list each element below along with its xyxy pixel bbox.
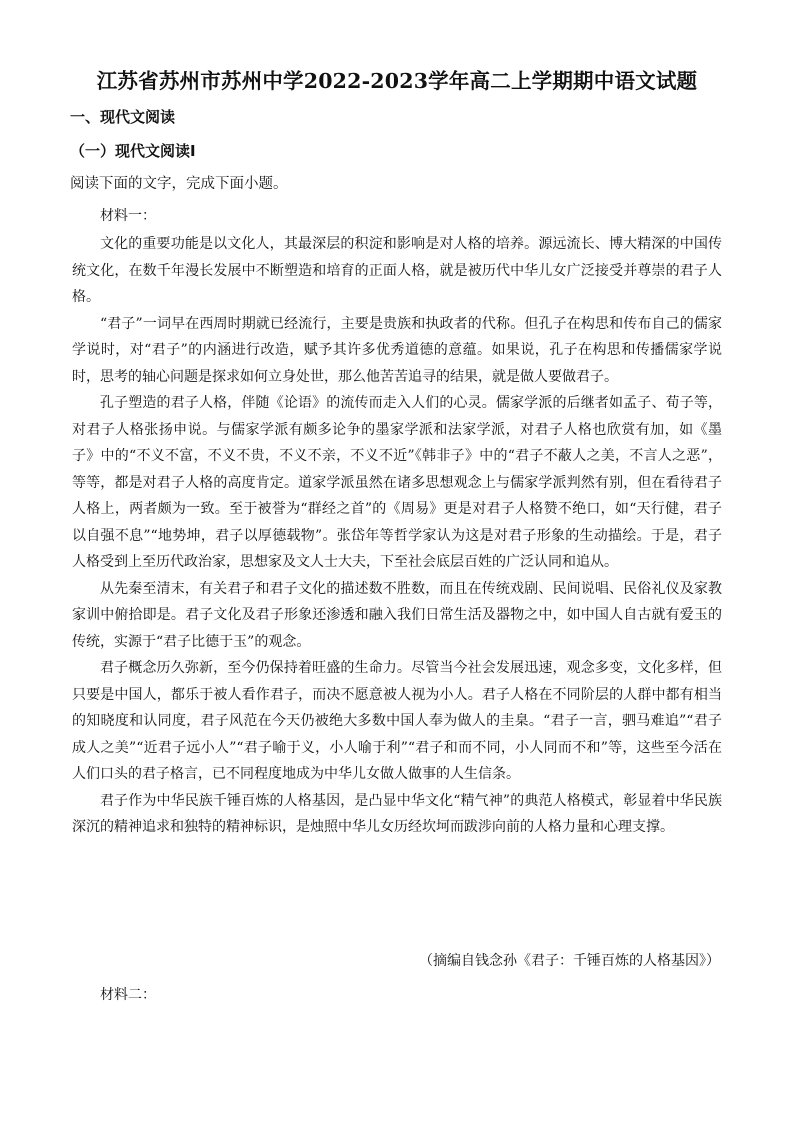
material-one-body: [72, 231, 722, 841]
paragraph-5: 君子概念历久弥新，至今仍保持着旺盛的生命力。尽管当今社会发展迅速，观念多变，文化多样，但只要是中国人，都乐于被人看作君子，而决不愿意被人视为小人。君子人格在不同阶层的人群中都有相当的知晓度和认同度，君子风范在今天仍被绝大多数中国人奉为做人的圭臬。“君子一言，驷马难追”“君子成人之美”“近君子远小人”“君子喻于义，小人喻于利”“君子和而不同，小人同而不和”等，这些至今活在人们口头的君子格言，已不同程度地成为中华儿女做人做事的人生信条。: [72, 660, 722, 782]
subsection-heading: （一）现代文阅读Ⅰ: [70, 142, 196, 160]
material-two-label: 材料二：: [100, 987, 156, 1003]
material-one-label: 材料一：: [100, 208, 156, 224]
paragraph-6: 君子作为中华民族千锤百炼的人格基因，是凸显中华文化“精气神”的典范人格模式，彰显着中华民族深沉的精神追求和独特的精神标识，是烛照中华儿女历经坎坷而跋涉向前的人格力量和心理支撑。: [72, 792, 722, 835]
source-citation: （摘编自钱念孙《君子：千锤百炼的人格基因》）: [419, 953, 720, 969]
document-title: 江苏省苏州市苏州中学2022-2023学年高二上学期期中语文试题: [96, 69, 698, 93]
paragraph-2: “君子”一词早在西周时期就已经流行，主要是贵族和执政者的代称。但孔子在构思和传布自己的儒家学说时，对“君子”的内涵进行改造，赋予其许多优秀道德的意蕴。如果说，孔子在构思和传播儒家学说时，思考的轴心问题是探求如何立身处世，那么他苦苦追寻的结果，就是做人要做君子。: [72, 315, 722, 385]
paragraph-1: 文化的重要功能是以文化人，其最深层的积淀和影响是对人格的培养。源远流长、博大精深的中国传统文化，在数千年漫长发展中不断塑造和培育的正面人格，就是被历代中华儿女广泛接受并尊崇的君子人格。: [72, 236, 722, 305]
paragraph-4: 从先秦至清末，有关君子和君子文化的描述数不胜数，而且在传统戏剧、民间说唱、民俗礼仪及家教家训中俯拾即是。君子文化及君子形象还渗透和融入我们日常生活及器物之中，如中国人自古就有爱玉的传统，实源于“君子比德于玉”的观念。: [72, 580, 722, 650]
paragraph-3: 孔子塑造的君子人格，伴随《论语》的流传而走入人们的心灵。儒家学派的后继者如孟子、荀子等，对君子人格张扬申说。与儒家学派有颇多论争的墨家学派和法家学派，对君子人格也欣赏有加，如《墨子》中的“不义不富，不义不贵，不义不亲，不义不近”《韩非子》中的“君子不蔽人之美，不言人之恶”，等等，都是对君子人格的高度肯定。道家学派虽然在诸多思想观念上与儒家学派判然有别，但在看待君子人格上，两者颇为一致。至于被誉为“群经之首”的《周易》更是对君子人格赞不绝口，如“天行健，君子以自强不息”“地势坤，君子以厚德载物”。张岱年等哲学家认为这是对君子形象的生动描绘。于是，君子人格受到上至历代政治家，思想家及文人士大夫，下至社会底层百姓的广泛认同和追从。: [72, 395, 722, 570]
reading-instruction: 阅读下面的文字，完成下面小题。: [70, 176, 288, 192]
section-heading: 一、现代文阅读: [70, 108, 176, 126]
